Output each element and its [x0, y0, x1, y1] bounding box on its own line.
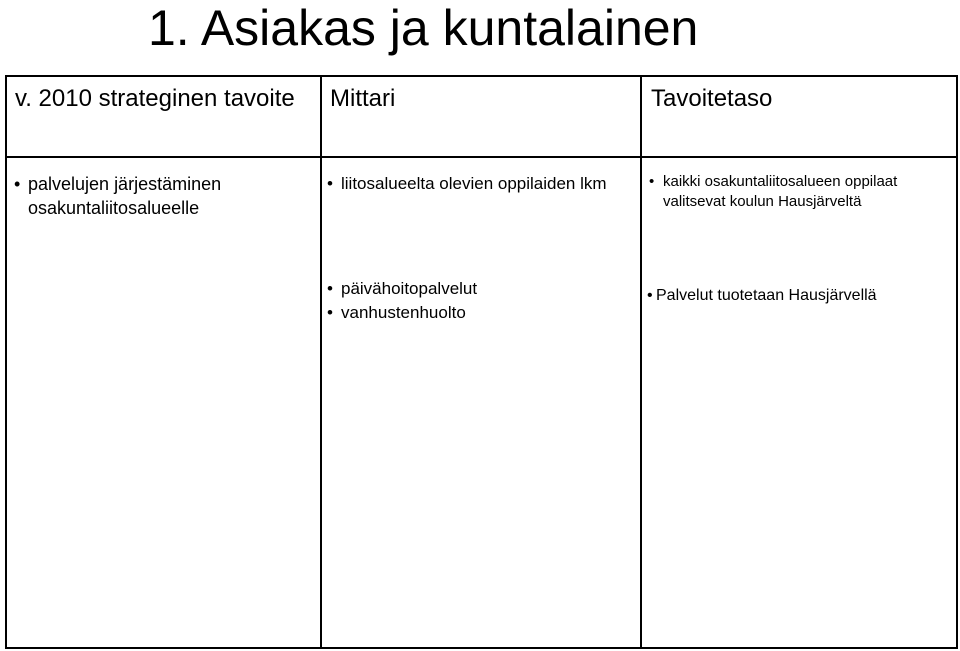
row-2-metric-cell	[325, 277, 625, 325]
bullet-list	[325, 172, 625, 196]
column-divider	[320, 77, 322, 647]
list-item: • vanhustenhuolto	[325, 301, 625, 325]
header-goal: v. 2010 strateginen tavoite	[15, 85, 295, 112]
bullet-list	[647, 172, 947, 212]
list-item: • palvelujen järjestäminen osakuntaliitosalueelle	[12, 172, 312, 220]
column-divider	[640, 77, 642, 647]
bullet-list	[647, 286, 947, 306]
bullet-list	[12, 172, 312, 220]
slide-title: 1. Asiakas ja kuntalainen	[148, 0, 699, 56]
list-item: • päivähoitopalvelut	[325, 277, 625, 301]
header-target: Tavoitetaso	[651, 85, 773, 112]
row-2-target-cell	[647, 286, 947, 306]
header-divider	[7, 156, 956, 158]
list-item: • Palvelut tuotetaan Hausjärvellä	[647, 286, 947, 306]
row-1-goal-cell	[12, 172, 312, 220]
row-1-target-cell	[647, 172, 947, 212]
header-metric: Mittari	[330, 85, 396, 112]
list-item: • liitosalueelta olevien oppilaiden lkm	[325, 172, 625, 196]
row-1-metric-cell	[325, 172, 625, 196]
bullet-list	[325, 277, 625, 325]
strategy-table	[5, 75, 958, 649]
list-item: • kaikki osakuntaliitosalueen oppilaat valitsevat koulun Hausjärveltä	[647, 172, 947, 212]
